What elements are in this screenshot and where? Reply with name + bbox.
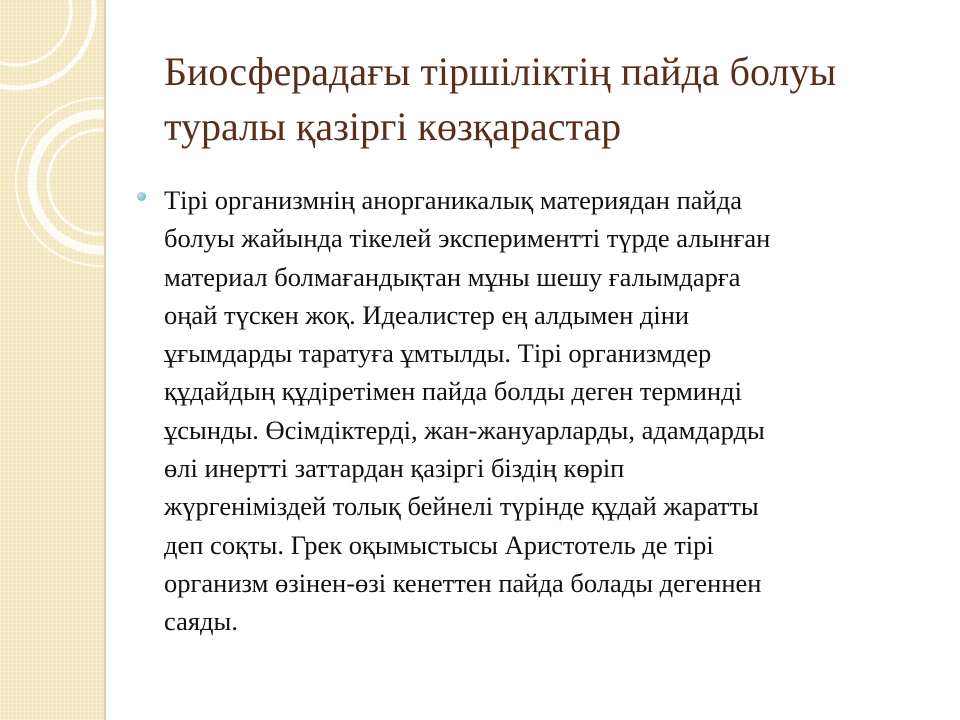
bullet-icon (137, 192, 146, 201)
text-line: құдайдың құдіретімен пайда болды деген терминді (164, 376, 742, 407)
text-line: организм өзінен-өзі кенеттен пайда болады дегеннен (164, 567, 762, 598)
text-line: ұғымдарды таратуға ұмтылды. Тірі организмдер (164, 338, 712, 369)
title-line: Биосферадағы тіршіліктің пайда болуы (164, 49, 837, 94)
text-line: Тірі организмнің анорганикалық материядан пайда (164, 185, 742, 215)
bullet-paragraph (164, 181, 904, 641)
panel-divider (104, 0, 106, 720)
title-line: туралы қазіргі көзқарастар (164, 104, 622, 149)
text-line: ұсынды. Өсімдіктерді, жан-жануарларды, адамдарды (164, 414, 765, 445)
text-line: саяды. (164, 606, 238, 637)
text-line: деп соқты. Грек оқымыстысы Аристотель де тірі (164, 529, 714, 560)
text-line: өлі инертті заттардан қазіргі біздің көріп (164, 453, 625, 484)
text-line: оңай түскен жоқ. Идеалистер ең алдымен діни (164, 299, 690, 330)
text-line: материал болмағандықтан мұны шешу ғалымдарға (164, 261, 741, 292)
left-decorative-panel (0, 0, 104, 720)
ring-ornament-icon (0, 0, 104, 720)
text-line: болуы жайында тікелей эксперименттi түрде алынған (164, 223, 771, 254)
slide-title (164, 44, 924, 154)
text-line: жүргеніміздей толық бейнелі түрінде құдай жаратты (164, 491, 759, 522)
